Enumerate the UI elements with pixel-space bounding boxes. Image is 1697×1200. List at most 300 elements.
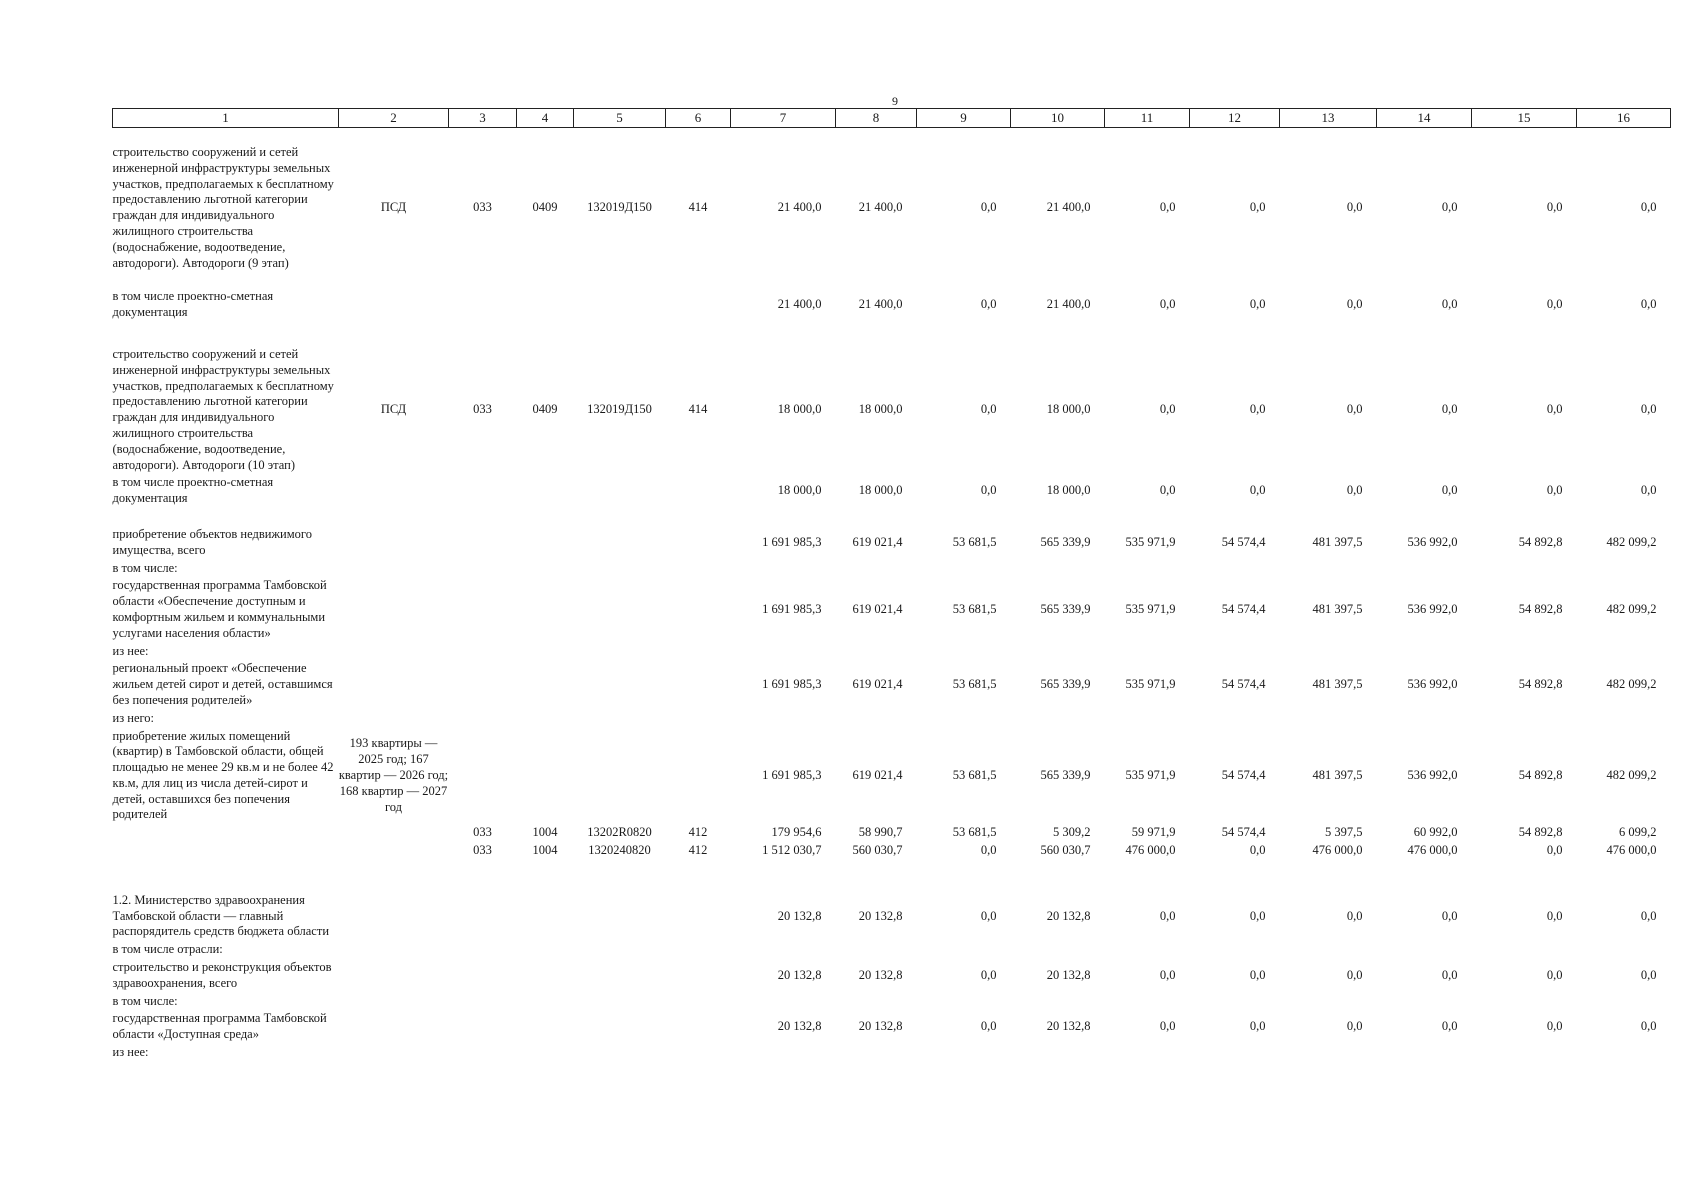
row-value: 619 021,4 — [852, 534, 903, 549]
row-value — [1377, 643, 1472, 661]
row-code-target — [574, 941, 666, 959]
row-spacer — [113, 860, 1671, 892]
row-label — [113, 824, 339, 842]
row-value: 53 681,5 — [952, 602, 997, 617]
row-value: 0,0 — [980, 200, 997, 215]
row-code-section — [517, 643, 574, 661]
row-code-target: 1320240820 — [588, 843, 651, 858]
row-code-ministry — [449, 941, 517, 959]
row-code-ministry — [449, 892, 517, 941]
row-value — [1105, 1044, 1190, 1062]
row-code-target: 13202R0820 — [587, 825, 652, 840]
row-code-ministry: 033 — [473, 825, 492, 840]
row-value: 0,0 — [1249, 967, 1266, 982]
row-code-ministry: 033 — [473, 402, 492, 417]
row-value: 54 892,8 — [1518, 602, 1563, 617]
row-code-section: 0409 — [532, 402, 558, 417]
row-value — [1105, 941, 1190, 959]
row-value: 54 892,8 — [1518, 767, 1563, 782]
row-label: региональный проект «Обеспечение жильем детей сирот и детей, оставшимся без попечения родителей» — [112, 661, 333, 707]
row-label: из нее: — [112, 643, 149, 658]
row-code-ministry — [449, 710, 517, 728]
row-code-type — [666, 959, 731, 993]
row-value: 54 892,8 — [1518, 534, 1563, 549]
row-code-target — [574, 959, 666, 993]
table-row — [113, 1010, 1671, 1044]
row-value: 54 574,4 — [1221, 677, 1266, 692]
row-value: 565 339,9 — [1040, 677, 1091, 692]
row-value — [1577, 1044, 1671, 1062]
row-value: 482 099,2 — [1606, 602, 1657, 617]
row-value: 536 992,0 — [1407, 767, 1458, 782]
row-code-section — [517, 560, 574, 578]
row-value — [1377, 710, 1472, 728]
row-code-type: 414 — [688, 402, 708, 417]
row-note — [339, 842, 449, 860]
row-value: 536 992,0 — [1407, 677, 1458, 692]
row-code-target — [574, 892, 666, 941]
row-code-type: 414 — [688, 200, 708, 215]
row-value: 481 397,5 — [1312, 677, 1363, 692]
row-value: 20 132,8 — [1046, 967, 1091, 982]
row-code-section — [517, 941, 574, 959]
table-row — [113, 728, 1671, 825]
row-value — [1105, 710, 1190, 728]
row-value: 0,0 — [1346, 967, 1363, 982]
column-number-row — [113, 109, 1671, 128]
row-value: 20 132,8 — [777, 1019, 822, 1034]
row-value: 21 400,0 — [777, 297, 822, 312]
table-row — [113, 824, 1671, 842]
col-header: 6 — [666, 109, 731, 128]
row-value — [1190, 710, 1280, 728]
spacer-cell — [113, 860, 1671, 892]
row-code-section: 1004 — [532, 825, 558, 840]
row-note — [339, 941, 449, 959]
row-label: строительство и реконструкция объектов здравоохранения, всего — [112, 960, 332, 990]
row-value: 0,0 — [1441, 297, 1458, 312]
row-value: 482 099,2 — [1606, 534, 1657, 549]
row-value — [917, 941, 1011, 959]
row-note — [339, 824, 449, 842]
row-value: 536 992,0 — [1407, 534, 1458, 549]
table-row — [113, 526, 1671, 560]
table-row — [113, 842, 1671, 860]
table-row — [113, 892, 1671, 941]
row-code-section — [517, 728, 574, 825]
row-value: 0,0 — [1441, 483, 1458, 498]
table-row — [113, 941, 1671, 959]
row-code-target — [574, 526, 666, 560]
row-code-type — [666, 474, 731, 508]
row-value: 0,0 — [1249, 908, 1266, 923]
row-code-target — [574, 288, 666, 322]
row-value — [1472, 993, 1577, 1011]
row-value: 619 021,4 — [852, 677, 903, 692]
row-code-ministry — [449, 526, 517, 560]
row-label — [113, 842, 339, 860]
row-label: в том числе отрасли: — [112, 942, 223, 957]
col-header: 1 — [113, 109, 339, 128]
row-code-target — [574, 728, 666, 825]
row-value — [1190, 941, 1280, 959]
row-value: 0,0 — [1346, 200, 1363, 215]
row-value: 21 400,0 — [1046, 297, 1091, 312]
row-value: 0,0 — [1249, 200, 1266, 215]
row-spacer — [113, 322, 1671, 346]
row-value: 18 000,0 — [1046, 483, 1091, 498]
row-value: 0,0 — [1640, 200, 1657, 215]
row-value: 18 000,0 — [777, 483, 822, 498]
row-value — [1105, 993, 1190, 1011]
row-value: 476 000,0 — [1407, 843, 1458, 858]
row-value: 20 132,8 — [777, 908, 822, 923]
row-value: 5 397,5 — [1325, 825, 1363, 840]
row-code-section — [517, 474, 574, 508]
row-code-ministry — [449, 643, 517, 661]
row-code-ministry — [449, 1044, 517, 1062]
row-spacer — [113, 128, 1671, 145]
row-value: 0,0 — [1546, 200, 1563, 215]
table-row — [113, 993, 1671, 1011]
row-value: 58 990,7 — [858, 825, 903, 840]
row-value: 560 030,7 — [852, 843, 903, 858]
row-value: 0,0 — [1159, 1019, 1176, 1034]
row-code-target: 132019Д150 — [587, 200, 652, 215]
row-value: 0,0 — [1159, 908, 1176, 923]
row-value: 21 400,0 — [858, 297, 903, 312]
row-value — [1190, 560, 1280, 578]
table-row — [113, 1044, 1671, 1062]
row-value: 0,0 — [1249, 483, 1266, 498]
row-value: 565 339,9 — [1040, 602, 1091, 617]
row-value: 0,0 — [1346, 483, 1363, 498]
row-code-type — [666, 1044, 731, 1062]
row-value: 0,0 — [1441, 1019, 1458, 1034]
row-code-section — [517, 1044, 574, 1062]
row-value: 0,0 — [1441, 967, 1458, 982]
row-code-ministry — [449, 993, 517, 1011]
row-code-target — [574, 660, 666, 709]
row-code-ministry — [449, 660, 517, 709]
row-value — [1105, 560, 1190, 578]
row-value: 0,0 — [1640, 483, 1657, 498]
row-code-ministry — [449, 560, 517, 578]
row-value — [1011, 941, 1105, 959]
row-value — [836, 993, 917, 1011]
row-value — [1190, 993, 1280, 1011]
row-note — [339, 1044, 449, 1062]
row-note — [339, 710, 449, 728]
row-code-target — [574, 1044, 666, 1062]
spacer-cell — [113, 508, 1671, 526]
row-value: 536 992,0 — [1407, 602, 1458, 617]
row-value — [1472, 560, 1577, 578]
row-value: 0,0 — [1249, 1019, 1266, 1034]
row-code-section — [517, 892, 574, 941]
row-label: в том числе проектно-сметная документация — [112, 289, 274, 320]
row-code-section — [517, 577, 574, 642]
row-code-ministry — [449, 959, 517, 993]
row-label: строительство сооружений и сетей инженерной инфраструктуры земельных участков, предполагаемых к бесплатному предоставлению льготной категории граждан для индивидуального жилищного строительства (водоснабжение, водоотведение, автодороги). Автодороги (9 этап) — [112, 145, 334, 270]
spacer-cell — [113, 272, 1671, 288]
row-value: 21 400,0 — [1046, 200, 1091, 215]
row-value — [917, 1044, 1011, 1062]
row-value — [1011, 993, 1105, 1011]
row-value: 535 971,9 — [1125, 677, 1176, 692]
row-code-section — [517, 288, 574, 322]
row-value: 0,0 — [1546, 908, 1563, 923]
row-value — [917, 643, 1011, 661]
row-value: 179 954,6 — [771, 825, 822, 840]
row-value: 1 691 985,3 — [762, 534, 822, 549]
row-value: 0,0 — [980, 402, 997, 417]
row-code-section — [517, 1010, 574, 1044]
row-note — [339, 959, 449, 993]
row-value: 0,0 — [980, 843, 997, 858]
row-note — [339, 526, 449, 560]
row-label: в том числе: — [112, 560, 178, 575]
row-code-type — [666, 660, 731, 709]
row-value: 0,0 — [1346, 402, 1363, 417]
row-code-section — [517, 710, 574, 728]
row-value — [1190, 643, 1280, 661]
row-code-target — [574, 710, 666, 728]
row-label: в том числе проектно-сметная документация — [112, 475, 274, 506]
row-value — [731, 643, 836, 661]
row-value: 54 574,4 — [1221, 534, 1266, 549]
row-label: государственная программа Тамбовской области «Доступная среда» — [112, 1011, 327, 1042]
row-value — [731, 941, 836, 959]
row-value: 0,0 — [1640, 297, 1657, 312]
row-value: 0,0 — [980, 483, 997, 498]
row-value — [1105, 643, 1190, 661]
row-value — [731, 710, 836, 728]
row-code-section: 1004 — [532, 843, 558, 858]
row-code-ministry — [449, 577, 517, 642]
row-code-ministry — [449, 288, 517, 322]
row-value — [836, 941, 917, 959]
row-value: 0,0 — [1640, 908, 1657, 923]
row-label: приобретение жилых помещений (квартир) в Тамбовской области, общей площадью не менее 29 кв.м и не более 42 кв.м, для лиц из числа детей-сирот и детей, оставшихся без попечения родителей — [112, 728, 334, 822]
row-value: 59 971,9 — [1131, 825, 1176, 840]
row-value: 6 099,2 — [1619, 825, 1657, 840]
row-value — [917, 560, 1011, 578]
row-value: 0,0 — [1159, 297, 1176, 312]
row-note: ПСД — [380, 200, 407, 215]
row-value — [1377, 993, 1472, 1011]
spacer-cell — [113, 322, 1671, 346]
row-value: 20 132,8 — [777, 967, 822, 982]
row-code-type — [666, 941, 731, 959]
row-value: 20 132,8 — [858, 967, 903, 982]
row-value — [731, 1044, 836, 1062]
row-value: 0,0 — [1441, 908, 1458, 923]
row-label: в том числе: — [112, 993, 178, 1008]
row-code-type — [666, 288, 731, 322]
row-value — [1577, 993, 1671, 1011]
row-value: 0,0 — [1346, 297, 1363, 312]
row-value: 0,0 — [1546, 297, 1563, 312]
row-value: 21 400,0 — [858, 200, 903, 215]
row-value: 0,0 — [980, 297, 997, 312]
row-value: 18 000,0 — [858, 483, 903, 498]
row-note — [339, 660, 449, 709]
col-header: 8 — [836, 109, 917, 128]
row-value: 0,0 — [1546, 402, 1563, 417]
row-value — [1011, 643, 1105, 661]
row-code-section — [517, 526, 574, 560]
col-header: 16 — [1577, 109, 1671, 128]
row-value: 0,0 — [1346, 908, 1363, 923]
row-code-ministry: 033 — [473, 843, 492, 858]
row-value: 0,0 — [1640, 1019, 1657, 1034]
page-number: 9 — [892, 94, 898, 108]
row-value: 0,0 — [1159, 483, 1176, 498]
row-value: 0,0 — [1640, 967, 1657, 982]
row-note — [339, 1010, 449, 1044]
row-value: 18 000,0 — [858, 402, 903, 417]
row-value — [1472, 941, 1577, 959]
row-value — [1377, 1044, 1472, 1062]
row-value — [1280, 560, 1377, 578]
row-value: 0,0 — [1159, 200, 1176, 215]
row-value: 53 681,5 — [952, 825, 997, 840]
row-value — [731, 993, 836, 1011]
row-value: 482 099,2 — [1606, 677, 1657, 692]
row-value: 565 339,9 — [1040, 767, 1091, 782]
row-value — [1377, 560, 1472, 578]
row-value: 54 574,4 — [1221, 602, 1266, 617]
row-value — [1280, 993, 1377, 1011]
col-header: 12 — [1190, 109, 1280, 128]
col-header: 11 — [1105, 109, 1190, 128]
row-value: 619 021,4 — [852, 602, 903, 617]
row-code-target — [574, 577, 666, 642]
row-value: 1 691 985,3 — [762, 767, 822, 782]
row-code-target — [574, 993, 666, 1011]
row-code-target — [574, 474, 666, 508]
row-code-target — [574, 643, 666, 661]
col-header: 14 — [1377, 109, 1472, 128]
col-header: 10 — [1011, 109, 1105, 128]
row-code-type — [666, 577, 731, 642]
table-row — [113, 959, 1671, 993]
row-value: 0,0 — [1249, 402, 1266, 417]
table-row — [113, 346, 1671, 474]
row-value: 0,0 — [1346, 1019, 1363, 1034]
row-note — [339, 892, 449, 941]
row-value: 476 000,0 — [1125, 843, 1176, 858]
row-value: 476 000,0 — [1312, 843, 1363, 858]
row-code-target — [574, 560, 666, 578]
row-code-ministry — [449, 474, 517, 508]
row-label: из него: — [112, 710, 155, 725]
row-code-type — [666, 1010, 731, 1044]
row-value: 20 132,8 — [858, 908, 903, 923]
row-note — [339, 643, 449, 661]
row-value: 1 691 985,3 — [762, 602, 822, 617]
row-spacer — [113, 272, 1671, 288]
col-header: 2 — [339, 109, 449, 128]
row-value: 53 681,5 — [952, 534, 997, 549]
row-note: 193 квартиры — 2025 год; 167 квартир — 2026 год; 168 квартир — 2027 год — [338, 736, 449, 814]
row-value — [1280, 941, 1377, 959]
row-code-section — [517, 660, 574, 709]
row-value: 565 339,9 — [1040, 534, 1091, 549]
row-value: 20 132,8 — [1046, 1019, 1091, 1034]
row-value: 0,0 — [1546, 1019, 1563, 1034]
row-value: 20 132,8 — [858, 1019, 903, 1034]
row-value — [1577, 560, 1671, 578]
row-note — [339, 577, 449, 642]
row-label: приобретение объектов недвижимого имущества, всего — [112, 526, 312, 557]
row-value: 0,0 — [980, 908, 997, 923]
row-code-type — [666, 643, 731, 661]
row-code-target — [574, 1010, 666, 1044]
table-row — [113, 710, 1671, 728]
row-value: 0,0 — [1441, 200, 1458, 215]
row-value: 53 681,5 — [952, 767, 997, 782]
row-value: 535 971,9 — [1125, 602, 1176, 617]
row-value: 60 992,0 — [1413, 825, 1458, 840]
row-value: 0,0 — [1546, 483, 1563, 498]
row-code-type — [666, 993, 731, 1011]
row-value: 5 309,2 — [1053, 825, 1091, 840]
row-value: 0,0 — [1546, 843, 1563, 858]
row-value: 54 892,8 — [1518, 825, 1563, 840]
row-value: 0,0 — [1159, 967, 1176, 982]
row-value — [1280, 643, 1377, 661]
row-value — [1577, 941, 1671, 959]
col-header: 15 — [1472, 109, 1577, 128]
row-code-type — [666, 526, 731, 560]
col-header: 5 — [574, 109, 666, 128]
row-code-ministry: 033 — [473, 200, 492, 215]
row-value: 18 000,0 — [1046, 402, 1091, 417]
row-code-section: 0409 — [532, 200, 558, 215]
row-code-section — [517, 959, 574, 993]
row-value — [731, 560, 836, 578]
col-header: 9 — [917, 109, 1011, 128]
row-code-ministry — [449, 728, 517, 825]
row-value — [1577, 643, 1671, 661]
row-value — [1577, 710, 1671, 728]
row-value — [836, 643, 917, 661]
row-value — [1472, 1044, 1577, 1062]
row-value: 0,0 — [1249, 843, 1266, 858]
row-value: 482 099,2 — [1606, 767, 1657, 782]
spacer-cell — [113, 128, 1671, 145]
row-code-ministry — [449, 1010, 517, 1044]
row-value — [836, 1044, 917, 1062]
row-value: 0,0 — [1640, 402, 1657, 417]
table-row — [113, 660, 1671, 709]
table-row — [113, 144, 1671, 272]
row-value: 560 030,7 — [1040, 843, 1091, 858]
row-value: 53 681,5 — [952, 677, 997, 692]
row-value — [836, 710, 917, 728]
row-value — [1280, 1044, 1377, 1062]
row-label: 1.2. Министерство здравоохранения Тамбовской области — главный распорядитель средств бюджета области — [112, 892, 330, 939]
row-note: ПСД — [380, 402, 407, 417]
row-value: 1 691 985,3 — [762, 677, 822, 692]
row-label: государственная программа Тамбовской области «Обеспечение доступным и комфортным жильем и коммунальными услугами населения области» — [112, 578, 327, 640]
row-value: 54 574,4 — [1221, 825, 1266, 840]
row-code-section — [517, 993, 574, 1011]
row-value: 0,0 — [980, 1019, 997, 1034]
row-value: 481 397,5 — [1312, 534, 1363, 549]
